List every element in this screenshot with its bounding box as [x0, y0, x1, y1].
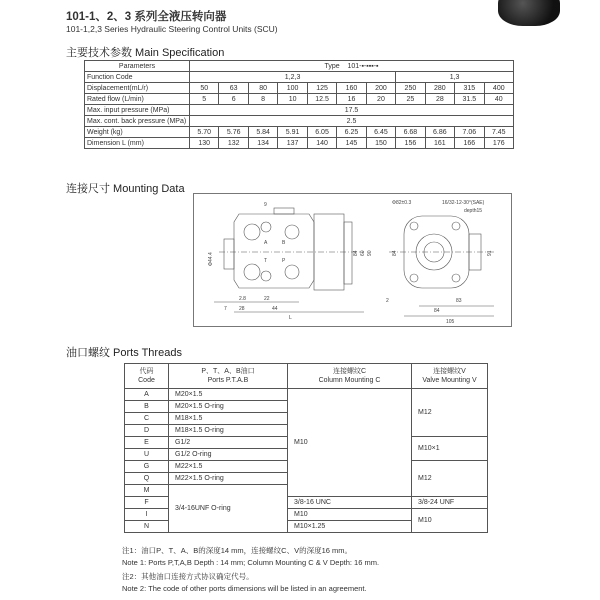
code-cell: G — [125, 461, 169, 473]
cell: 8 — [248, 94, 277, 105]
dim-label: 84 — [392, 250, 398, 256]
cell: 10 — [278, 94, 307, 105]
port-cell: G1/2 — [169, 437, 288, 449]
product-photo — [498, 0, 560, 26]
cell: 161 — [425, 138, 454, 149]
valve-cell: M12 — [412, 461, 488, 497]
cell: 125 — [307, 83, 336, 94]
table-row — [85, 116, 514, 127]
cell: 5.84 — [248, 127, 277, 138]
port-cell: M22×1.5 — [169, 461, 288, 473]
cell: 5.70 — [190, 127, 219, 138]
table-row — [85, 127, 514, 138]
row-label: Rated flow (L/min) — [85, 94, 190, 105]
dim-label: 83 — [456, 298, 462, 304]
code-cell: U — [125, 449, 169, 461]
cell: 6.45 — [366, 127, 395, 138]
dim-label: 91 — [487, 250, 493, 256]
dim-label: 105 — [446, 319, 455, 325]
header-column: 连接螺纹C Column Mounting C — [288, 364, 412, 389]
header-ports: P、T、A、B油口 Ports P.T.A.B — [169, 364, 288, 389]
port-cell: M18×1.5 — [169, 413, 288, 425]
row-label: Max. input pressure (MPa) — [85, 105, 190, 116]
spec-table — [84, 60, 514, 149]
spec-heading: 主要技术参数 Main Specification — [66, 47, 225, 59]
valve-cell: M10×1 — [412, 437, 488, 461]
port-cell: M20×1.5 O-ring — [169, 401, 288, 413]
mounting-heading: 连接尺寸 Mounting Data — [66, 183, 185, 195]
cell: 2.5 — [190, 116, 514, 127]
cell: 280 — [425, 83, 454, 94]
cell: 250 — [396, 83, 425, 94]
row-label: Dimension L (mm) — [85, 138, 190, 149]
cell: 63 — [219, 83, 248, 94]
dim-label: 28 — [239, 306, 245, 312]
dim-label: 22 — [264, 296, 270, 302]
row-label: Weight (kg) — [85, 127, 190, 138]
cell: 6.68 — [396, 127, 425, 138]
cell: 130 — [190, 138, 219, 149]
port-cell: M20×1.5 — [169, 389, 288, 401]
port-t-label: T — [264, 258, 268, 264]
cell: 400 — [484, 83, 513, 94]
port-a-label: A — [264, 240, 268, 246]
dim-label: 2 — [386, 298, 389, 304]
cell: 28 — [425, 94, 454, 105]
port-cell: 3/4-16UNF O-ring — [169, 485, 288, 533]
column-cell: M10×1.25 — [288, 521, 412, 533]
dim-label: 2.8 — [239, 296, 246, 302]
cell: 50 — [190, 83, 219, 94]
cell: 6.25 — [337, 127, 366, 138]
dim-label: 84 — [353, 250, 359, 256]
table-row — [85, 83, 514, 94]
valve-cell: 3/8-24 UNF — [412, 497, 488, 509]
cell: 200 — [366, 83, 395, 94]
cell: 7.45 — [484, 127, 513, 138]
page-title: 101-1、2、3 系列全液压转向器 — [66, 11, 227, 23]
note-2-cn: 注2：其他油口连接方式协议确定代号。 — [122, 572, 254, 581]
dim-label: L — [289, 315, 292, 321]
cell: 6 — [219, 94, 248, 105]
cell: 137 — [278, 138, 307, 149]
dim-label: 44 — [272, 306, 278, 312]
header-valve: 连接螺纹V Valve Mounting V — [412, 364, 488, 389]
valve-cell: M12 — [412, 389, 488, 437]
code-cell: B — [125, 401, 169, 413]
cell: 100 — [278, 83, 307, 94]
cell: 31.5 — [455, 94, 484, 105]
cell: 5 — [190, 94, 219, 105]
port-cell: M18×1.5 O-ring — [169, 425, 288, 437]
dim-label: 84 — [434, 308, 440, 314]
code-cell: N — [125, 521, 169, 533]
column-cell: 3/8-16 UNC — [288, 497, 412, 509]
code-cell: Q — [125, 473, 169, 485]
note-1-en: Note 1: Ports P,T,A,B Depth : 14 mm; Column Mounting C & V Depth: 16 mm. — [122, 558, 380, 567]
table-row — [125, 389, 488, 401]
cell: 6.05 — [307, 127, 336, 138]
cell: 40 — [484, 94, 513, 105]
side-view — [214, 208, 364, 312]
code-cell: I — [125, 509, 169, 521]
dim-label: 60 — [360, 250, 366, 256]
cell: 150 — [366, 138, 395, 149]
note-1-cn: 注1：油口P、T、A、B的深度14 mm，连接螺纹C、V的深度16 mm。 — [122, 546, 353, 555]
code-cell: A — [125, 389, 169, 401]
port-cell: M22×1.5 O-ring — [169, 473, 288, 485]
row-label: Max. cont. back pressure (MPa) — [85, 116, 190, 127]
ports-heading: 油口螺纹 Ports Threads — [66, 347, 182, 359]
cell: 1,3 — [396, 72, 514, 83]
port-p-label: P — [282, 258, 286, 264]
cell: 17.5 — [190, 105, 514, 116]
page-subtitle: 101-1,2,3 Series Hydraulic Steering Control Units (SCU) — [66, 24, 278, 34]
code-cell: D — [125, 425, 169, 437]
cell: 25 — [396, 94, 425, 105]
code-cell: F — [125, 497, 169, 509]
front-view — [389, 216, 494, 316]
dim-label: Φ44.4 — [208, 252, 214, 266]
code-cell: M — [125, 485, 169, 497]
cell: 5.91 — [278, 127, 307, 138]
valve-cell: M10 — [412, 509, 488, 533]
table-header — [125, 364, 488, 389]
table-row — [85, 94, 514, 105]
dim-label: 16/32-12-30°(SAE) — [442, 200, 485, 206]
port-b-label: B — [282, 240, 286, 246]
cell: 315 — [455, 83, 484, 94]
cell: 140 — [307, 138, 336, 149]
table-row — [85, 138, 514, 149]
dim-label: 9 — [264, 202, 267, 208]
cell: 16 — [337, 94, 366, 105]
cell: 176 — [484, 138, 513, 149]
mounting-drawing — [193, 193, 512, 327]
cell: 166 — [455, 138, 484, 149]
port-cell: G1/2 O-ring — [169, 449, 288, 461]
header-code: 代码 Code — [125, 364, 169, 389]
dim-label: Φ82±0.3 — [392, 200, 412, 206]
dim-label: 90 — [367, 250, 373, 256]
row-label: Displacement(mL/r) — [85, 83, 190, 94]
table-row — [85, 72, 514, 83]
cell: 145 — [337, 138, 366, 149]
type-cell: Type 101-▪-▪▪▪-▪ — [190, 61, 514, 72]
dim-label: 7 — [224, 306, 227, 312]
cell: 5.76 — [219, 127, 248, 138]
cell: 20 — [366, 94, 395, 105]
row-label: Function Code — [85, 72, 190, 83]
table-row — [85, 61, 514, 72]
cell: 160 — [337, 83, 366, 94]
cell: 6.86 — [425, 127, 454, 138]
cell: 7.06 — [455, 127, 484, 138]
ports-table — [124, 363, 488, 533]
cell: 12.5 — [307, 94, 336, 105]
column-cell: M10 — [288, 509, 412, 521]
param-header: Parameters — [85, 61, 190, 72]
cell: 80 — [248, 83, 277, 94]
cell: 156 — [396, 138, 425, 149]
table-row — [85, 105, 514, 116]
cell: 1,2,3 — [190, 72, 396, 83]
dim-label: depth15 — [464, 208, 483, 214]
cell: 134 — [248, 138, 277, 149]
code-cell: E — [125, 437, 169, 449]
code-cell: C — [125, 413, 169, 425]
column-cell: M10 — [288, 389, 412, 497]
note-2-en: Note 2: The code of other ports dimensions will be listed in an agreement. — [122, 584, 367, 593]
cell: 132 — [219, 138, 248, 149]
